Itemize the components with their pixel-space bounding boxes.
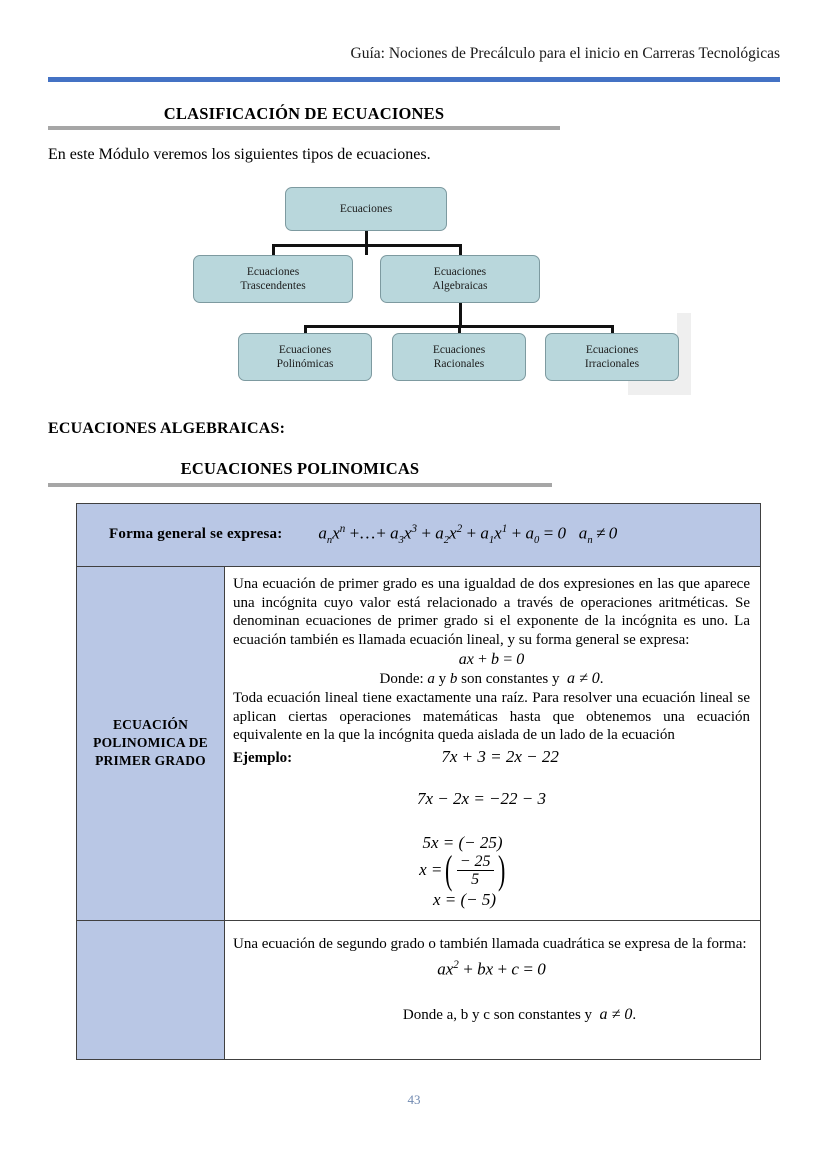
fraction-numerator: − 25 <box>459 852 491 870</box>
diagram-node-label-line1: Ecuaciones <box>432 344 486 356</box>
page-number: 43 <box>407 1092 421 1107</box>
right-paren-glyph: ) <box>497 847 505 892</box>
ejemplo-equation: 7x + 3 = 2x − 22 <box>441 746 559 766</box>
ejemplo-row <box>233 747 750 767</box>
equation-cuadratica-general: $ax^2$ + bx + c = 0 <box>437 959 546 979</box>
diagram-node-ecuaciones-polinomicas <box>238 333 372 381</box>
left-paren-glyph: ( <box>445 847 453 892</box>
ecuaciones-algebraicas-heading: ECUACIONES ALGEBRAICAS: <box>48 420 286 437</box>
forma-general-label: Forma general se expresa: <box>109 526 283 543</box>
diagram-node-label <box>433 343 485 371</box>
title-gray-rule <box>48 126 560 130</box>
table-row-segundo-grado <box>77 920 761 1059</box>
donde-conjunction: y <box>438 671 447 687</box>
solution-step-2: 5x = (− 25) <box>422 832 503 852</box>
polinomicas-gray-rule <box>48 483 552 487</box>
solution-step-4: x = (− 5) <box>432 889 497 909</box>
row-label-line3: PRIMER GRADO <box>95 753 206 769</box>
paragraph-definition-segundo-grado: Una ecuación de segundo grado o también llamada cuadrática se expresa de la forma: <box>233 935 747 952</box>
diagram-node-ecuaciones-irracionales <box>545 333 679 381</box>
equation-lineal-general: ax + b = 0 <box>458 651 525 668</box>
donde-condition: a ≠ 0 <box>599 1005 633 1023</box>
intro-paragraph: En este Módulo veremos los siguientes tipos de ecuaciones. <box>48 146 431 163</box>
row-body-primer-grado <box>225 567 761 921</box>
diagram-shadow-horizontal <box>628 381 691 395</box>
diagram-node-label-line1: Ecuaciones <box>433 266 487 278</box>
ecuaciones-polinomicas-heading: ECUACIONES POLINOMICAS <box>180 459 420 478</box>
diagram-node-label-line2: Trascendentes <box>240 280 306 292</box>
diagram-node-label <box>240 265 305 293</box>
page-title: CLASIFICACIÓN DE ECUACIONES <box>163 104 445 123</box>
donde-variable-b: b <box>449 671 458 687</box>
header-blue-rule <box>48 77 780 82</box>
polynomial-equations-table <box>76 503 761 1060</box>
donde-period: . <box>632 1006 637 1023</box>
donde-prefix: Donde: <box>379 671 424 687</box>
diagram-node-ecuaciones-trascendentes <box>193 255 353 303</box>
diagram-node-label-line1: Ecuaciones <box>246 266 300 278</box>
ejemplo-label: Ejemplo: <box>233 749 293 766</box>
diagram-node-ecuaciones <box>285 187 447 231</box>
row-label-line2: POLINOMICA DE <box>93 735 208 751</box>
paragraph-definition-primer-grado: Una ecuación de primer grado es una igualdad de dos expresiones en las que aparece una incógnita cuyo valor está relacionado a través de operaciones aritméticas. Se denominan ecuaciones de primer grado si el exponente de la incógnita es uno. La ecuación también es llamada ecuación lineal, y su forma general se expresa: <box>233 576 750 648</box>
forma-general-formula: $a_nx^n$ +…+ $a_3x^3 + a_2x^2 + a_1x^1 + a_0 = 0$ $a_n \ne 0$ <box>318 523 618 547</box>
donde-variable-a: a <box>427 671 435 687</box>
donde-text: Donde a, b y c son constantes y <box>402 1006 593 1023</box>
equation-classification-diagram <box>180 185 700 415</box>
running-header: Guía: Nociones de Precálculo para el inicio en Carreras Tecnológicas <box>350 45 780 62</box>
row-label-line1: ECUACIÓN <box>112 717 189 733</box>
fraction-denominator: 5 <box>471 870 480 888</box>
solution-step-1: 7x − 2x = −22 − 3 <box>417 788 546 808</box>
diagram-node-ecuaciones-racionales <box>392 333 526 381</box>
row-label-segundo-grado <box>77 920 225 1059</box>
connector-root-down <box>365 231 368 255</box>
diagram-node-label: Ecuaciones <box>339 203 393 215</box>
solution-step-3-lhs: x = <box>419 860 443 879</box>
diagram-node-label <box>277 343 334 371</box>
donde-constantes-segundo-grado <box>233 1006 750 1024</box>
solution-step-3 <box>233 847 750 892</box>
row-body-segundo-grado <box>225 920 761 1059</box>
table-row-primer-grado <box>77 567 761 921</box>
connector-level1-bus <box>272 244 462 247</box>
donde-condition: a ≠ 0 <box>566 670 600 687</box>
donde-constantes-primer-grado <box>233 670 750 688</box>
diagram-node-label-line1: Ecuaciones <box>278 344 332 356</box>
paragraph-resolucion-lineal: Toda ecuación lineal tiene exactamente una raíz. Para resolver una ecuación lineal se aplican ciertas operaciones matemáticas hasta que obtenemos una ecuación equivalente en la que la incógnita queda aislada de un lado de la ecuación <box>233 690 750 743</box>
diagram-node-label <box>433 265 488 293</box>
diagram-node-label <box>585 343 639 371</box>
donde-suffix: son constantes y <box>461 671 560 687</box>
diagram-node-ecuaciones-algebraicas <box>380 255 540 303</box>
diagram-node-label-line2: Racionales <box>433 358 485 370</box>
fraction <box>457 853 494 888</box>
table-header-cell <box>77 504 761 567</box>
donde-period: . <box>599 671 604 687</box>
diagram-node-label-line2: Irracionales <box>584 358 640 370</box>
diagram-node-label-line2: Polinómicas <box>276 358 334 370</box>
diagram-node-label-line1: Ecuaciones <box>585 344 639 356</box>
diagram-node-label-line2: Algebraicas <box>432 280 488 292</box>
table-row-header <box>77 504 761 567</box>
row-label-primer-grado <box>77 567 225 921</box>
